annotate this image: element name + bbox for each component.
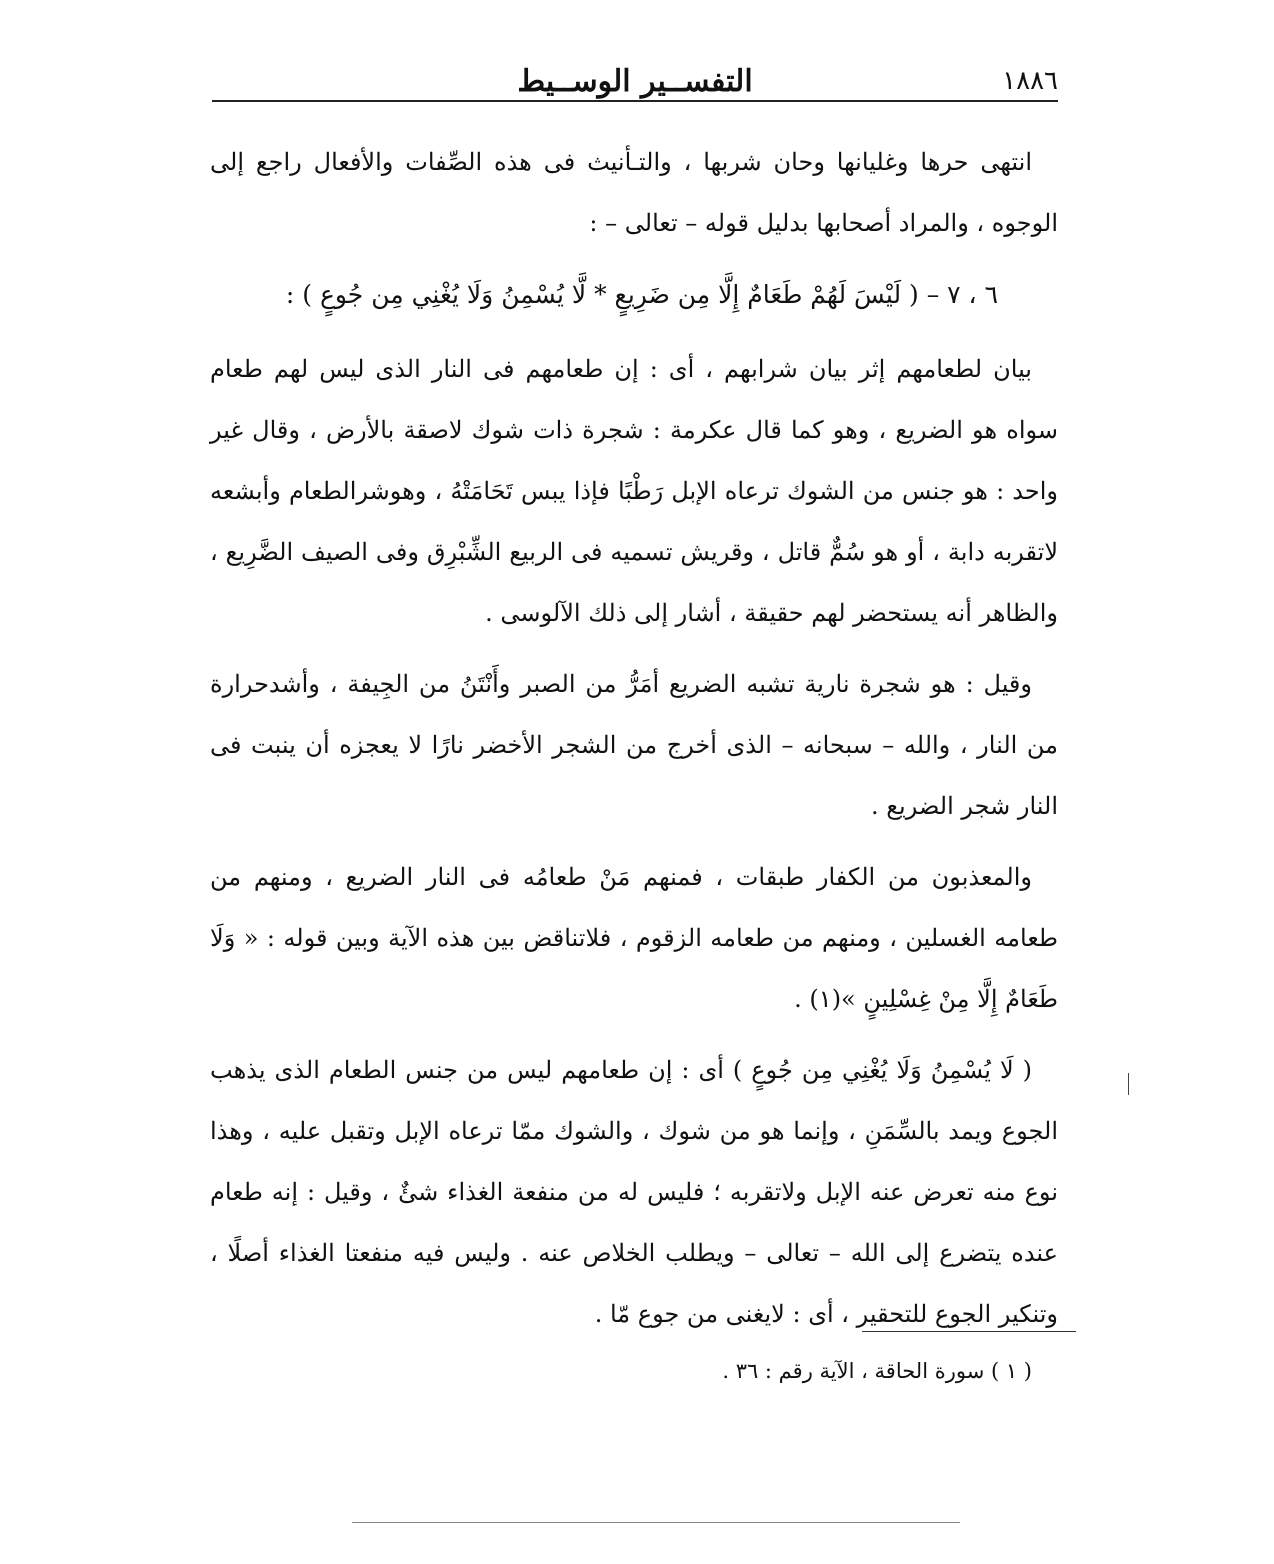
- bottom-rule: [352, 1522, 960, 1523]
- paragraph-4: والمعذبون من الكفار طبقات ، فمنهم مَنْ طعامُه فى النار الضريع ، ومنهم من طعامه الغسلين ، ومنهم من طعامه الزقوم ، فلاتناقض بين هذه الآية وبين قوله : « وَلَا طَعَامٌ إِلَّا مِنْ غِسْلِينٍ »(١) .: [210, 863, 1058, 1013]
- body-text: [210, 132, 1058, 1355]
- footnote-rule: [862, 1331, 1076, 1332]
- paragraph-2: بيان لطعامهم إثر بيان شرابهم ، أى : إن طعامهم فى النار الذى ليس لهم طعام سواه هو الضريع ، وهو كما قال عكرمة : شجرة ذات شوك لاصقة بالأرض ، وقال غير واحد : هو جنس من الشوك ترعاه الإبل رَطْبًا فإذا يبس تَحَامَتْهُ ، وهوشرالطعام وأبشعه لاتقربه دابة ، أو هو سُمٌّ قاتل ، وقريش تسميه فى الربيع الشِّبْرِق وفى الصيف الضَّرِيع ، والظاهر أنه يستحضر لهم حقيقة ، أشار إلى ذلك الآلوسى .: [210, 355, 1058, 627]
- paragraph-3: وقيل : هو شجرة نارية تشبه الضريع أمَرُّ من الصبر وأَنْتَنُ من الجِيفة ، وأشدحرارة من النار ، والله – سبحانه – الذى أخرج من الشجر الأخضر نارًا لا يعجزه أن ينبت فى النار شجر الضريع .: [210, 670, 1058, 820]
- book-title: التفســير الوســيط: [517, 64, 753, 99]
- verse-heading: ٦ ، ٧ – ( لَيْسَ لَهُمْ طَعَامٌ إِلَّا مِن ضَرِيعٍ * لَّا يُسْمِنُ وَلَا يُغْنِي مِن جُوعٍ ) :: [285, 280, 998, 309]
- footnote: ( ١ ) سورة الحاقة ، الآية رقم : ٣٦ .: [722, 1359, 1032, 1383]
- paragraph-1: انتهى حرها وغليانها وحان شربها ، والتـأنيث فى هذه الصِّفات والأفعال راجع إلى الوجوه ، والمراد أصحابها بدليل قوله – تعالى – :: [210, 148, 1058, 237]
- margin-mark: [1128, 1073, 1129, 1095]
- page-number: ١٨٨٦: [1002, 66, 1058, 96]
- page-header: [212, 60, 1058, 102]
- header-rule: [212, 100, 1058, 102]
- paragraph-5: ( لَا يُسْمِنُ وَلَا يُغْنِي مِن جُوعٍ ) أى : إن طعامهم ليس من جنس الطعام الذى يذهب الجوع ويمد بالسِّمَنِ ، وإنما هو من شوك ، والشوك ممّا ترعاه الإبل وتقبل عليه ، وهذا نوع منه تعرض عنه الإبل ولاتقربه ؛ فليس له من منفعة الغذاء شئٌ ، وقيل : إنه طعام عنده يتضرع إلى الله – تعالى – ويطلب الخلاص عنه . وليس فيه منفعتا الغذاء أصلًا ، وتنكير الجوع للتحقير ، أى : لايغنى من جوع مّا .: [210, 1056, 1058, 1328]
